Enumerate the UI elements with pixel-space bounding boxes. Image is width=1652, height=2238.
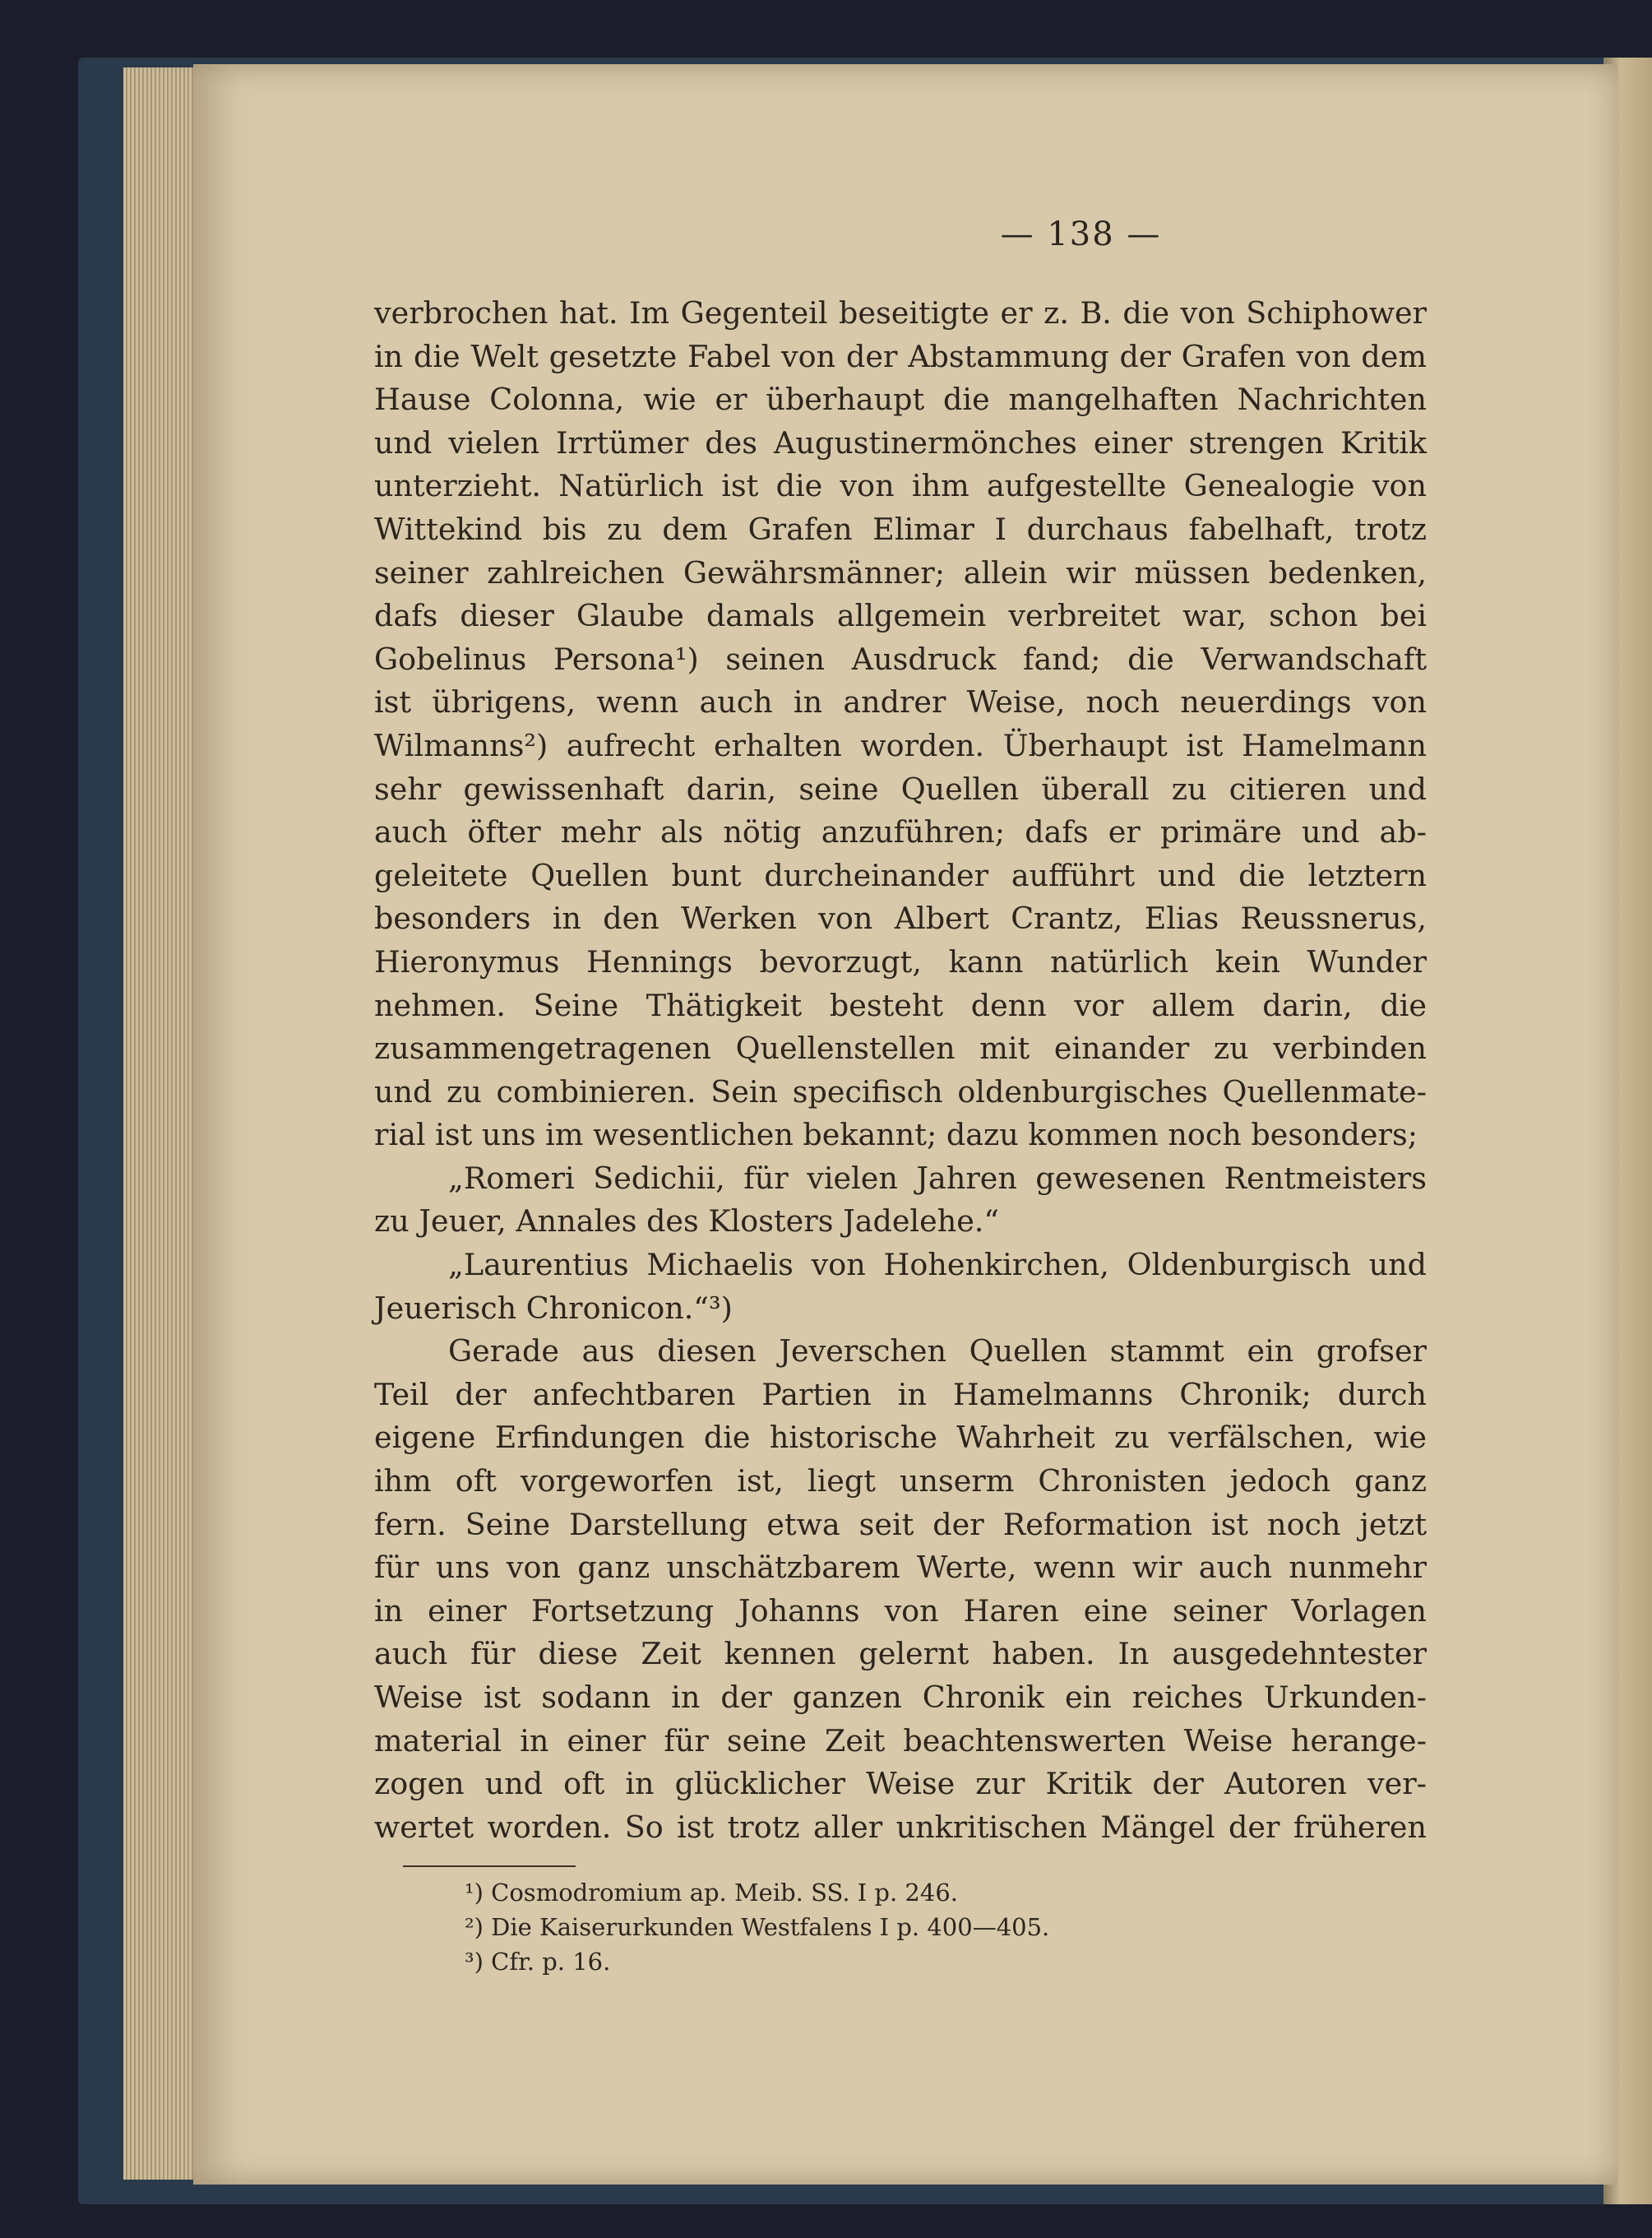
text-line: ihm oft vorgeworfen ist, liegt unserm Chronisten jedoch ganz — [374, 1463, 1427, 1499]
body-text — [374, 292, 1427, 1849]
text-line: Hieronymus Hennings bevorzugt, kann natürlich kein Wunder — [374, 943, 1427, 980]
text-line: Gerade aus diesen Jeverschen Quellen stammt ein grofser — [448, 1333, 1427, 1369]
text-line: auch öfter mehr als nötig anzuführen; dafs er primäre und ab- — [374, 814, 1427, 850]
text-line: ist übrigens, wenn auch in andrer Weise, noch neuerdings von — [374, 684, 1427, 721]
text-line: in die Welt gesetzte Fabel von der Abstammung der Grafen von dem — [374, 338, 1427, 374]
text-line: sehr gewissenhaft darin, seine Quellen überall zu citieren und — [374, 771, 1427, 807]
text-line: Teil der anfechtbaren Partien in Hamelmanns Chronik; durch — [374, 1376, 1427, 1412]
text-line: geleitete Quellen bunt durcheinander aufführt und die letztern — [374, 857, 1427, 893]
text-line: wertet worden. So ist trotz aller unkritischen Mängel der früheren — [374, 1809, 1427, 1845]
footnotes — [465, 1875, 1049, 1979]
text-line: seiner zahlreichen Gewährsmänner; allein wir müssen bedenken, — [374, 554, 1427, 591]
text-line: unterzieht. Natürlich ist die von ihm aufgestellte Genealogie von — [374, 468, 1427, 504]
text-line: zu Jeuer, Annales des Klosters Jadelehe.“ — [374, 1203, 1000, 1239]
text-line: rial ist uns im wesentlichen bekannt; dazu kommen noch besonders; — [374, 1117, 1418, 1153]
page-stack-edge — [123, 67, 201, 2180]
text-line: „Laurentius Michaelis von Hohenkirchen, Oldenburgisch und — [448, 1247, 1427, 1283]
text-line: in einer Fortsetzung Johanns von Haren eine seiner Vorlagen — [374, 1592, 1427, 1629]
text-line: auch für diese Zeit kennen gelernt haben. In ausgedehntester — [374, 1636, 1427, 1672]
text-line: dafs dieser Glaube damals allgemein verbreitet war, schon bei — [374, 598, 1427, 634]
page-number: — 138 — — [1000, 215, 1162, 253]
text-line: material in einer für seine Zeit beachtenswerten Weise herange- — [374, 1722, 1427, 1758]
text-line: Jeuerisch Chronicon.“³) — [374, 1290, 733, 1326]
text-line: „Romeri Sedichii, für vielen Jahren gewesenen Rentmeisters — [448, 1160, 1427, 1196]
text-line: Gobelinus Persona¹) seinen Ausdruck fand; die Verwandschaft — [374, 641, 1427, 677]
footnote: ¹) Cosmodromium ap. Meib. SS. I p. 246. — [465, 1879, 958, 1907]
text-line: verbrochen hat. Im Gegenteil beseitigte er z. B. die von Schiphower — [374, 295, 1427, 331]
text-line: besonders in den Werken von Albert Crantz, Elias Reussnerus, — [374, 901, 1427, 937]
text-line: und zu combinieren. Sein specifisch oldenburgisches Quellenmate- — [374, 1073, 1427, 1110]
text-line: Wittekind bis zu dem Grafen Elimar I durchaus fabelhaft, trotz — [374, 511, 1427, 547]
footnote-divider — [403, 1865, 576, 1867]
text-line: fern. Seine Darstellung etwa seit der Reformation ist noch jetzt — [374, 1506, 1427, 1542]
text-line: Hause Colonna, wie er überhaupt die mangelhaften Nachrichten — [374, 382, 1427, 418]
footnote: ³) Cfr. p. 16. — [465, 1948, 611, 1976]
text-line: zogen und oft in glücklicher Weise zur Kritik der Autoren ver- — [374, 1766, 1427, 1802]
text-line: und vielen Irrtümer des Augustinermönches einer strengen Kritik — [374, 424, 1427, 461]
text-line: zusammengetragenen Quellenstellen mit einander zu verbinden — [374, 1031, 1427, 1067]
text-line: nehmen. Seine Thätigkeit besteht denn vor allem darin, die — [374, 987, 1427, 1023]
footnote: ²) Die Kaiserurkunden Westfalens I p. 400—405. — [465, 1913, 1050, 1941]
text-line: für uns von ganz unschätzbarem Werte, wenn wir auch nunmehr — [374, 1550, 1427, 1586]
text-line: eigene Erfindungen die historische Wahrheit zu verfälschen, wie — [374, 1420, 1427, 1456]
text-line: Wilmanns²) aufrecht erhalten worden. Überhaupt ist Hamelmann — [374, 727, 1427, 763]
text-line: Weise ist sodann in der ganzen Chronik ein reiches Urkunden- — [374, 1680, 1427, 1715]
